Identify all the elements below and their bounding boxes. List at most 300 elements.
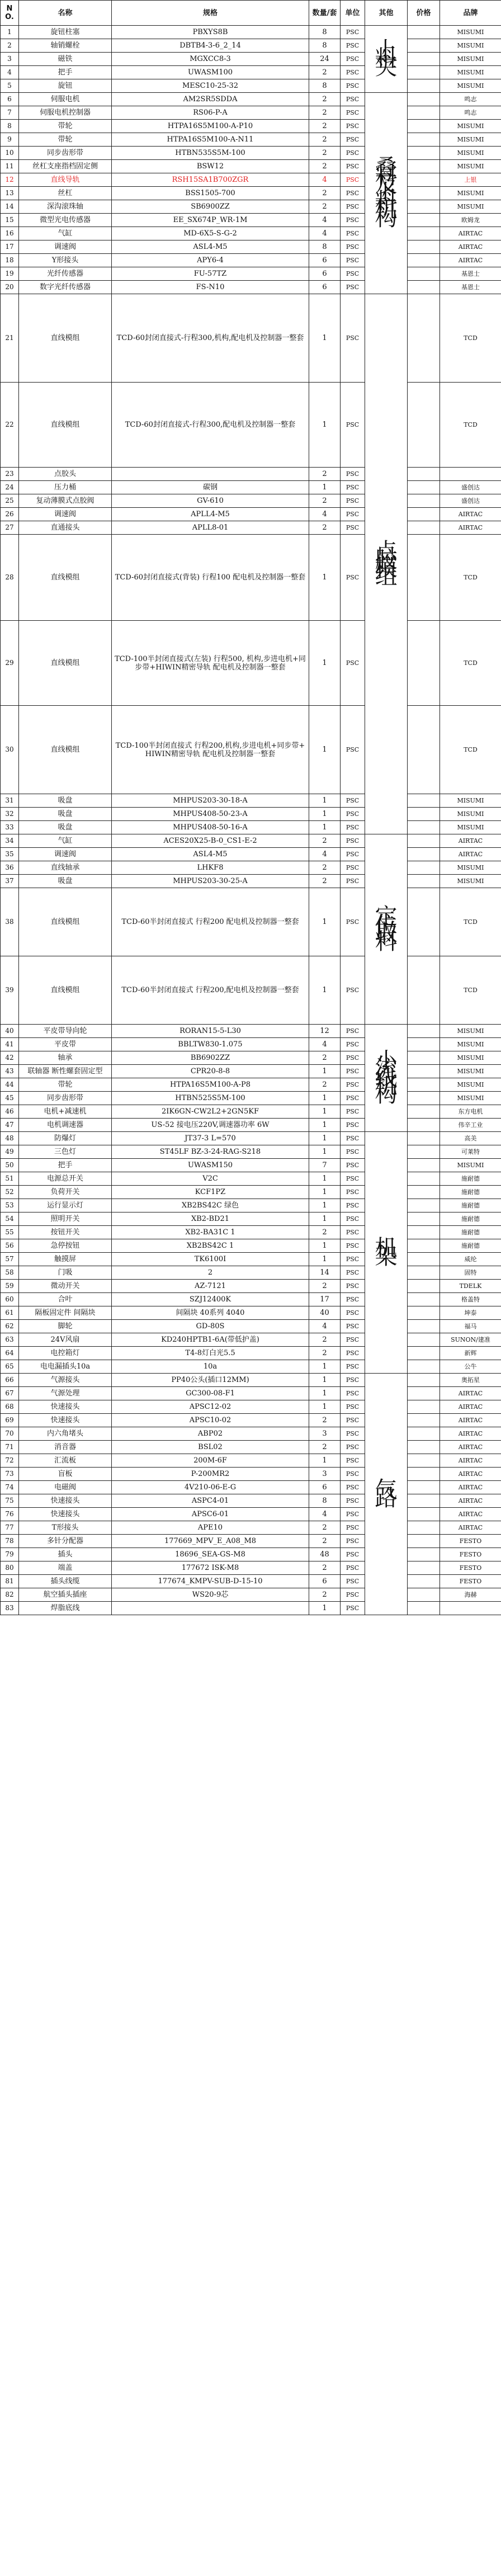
cell-brand: MISUMI — [440, 1092, 501, 1105]
cell-unit: PSC — [341, 254, 365, 267]
cell-unit: PSC — [341, 214, 365, 227]
cell-qty: 2 — [309, 1561, 341, 1575]
cell-qty: 2 — [309, 120, 341, 133]
cell-qty: 6 — [309, 1481, 341, 1494]
cell-spec: XB2BS42C 1 — [112, 1239, 309, 1253]
cell-qty: 1 — [309, 888, 341, 956]
cell-qty: 2 — [309, 160, 341, 173]
cell-unit: PSC — [341, 1374, 365, 1387]
cell-no: 21 — [1, 294, 19, 383]
table-row — [1, 1374, 501, 1387]
cell-unit: PSC — [341, 1427, 365, 1441]
cell-spec: BSW12 — [112, 160, 309, 173]
cell-qty: 1 — [309, 1374, 341, 1387]
cell-spec: APLL4-M5 — [112, 508, 309, 521]
cell-brand: 施耐德 — [440, 1199, 501, 1212]
cell-price — [408, 1588, 440, 1602]
cell-qty: 1 — [309, 1145, 341, 1159]
cell-brand: 格盖特 — [440, 1293, 501, 1306]
cell-brand: AIRTAC — [440, 1387, 501, 1400]
cell-spec: 200M-6F — [112, 1454, 309, 1468]
cell-spec: BSL02 — [112, 1441, 309, 1454]
cell-no: 31 — [1, 794, 19, 808]
table-row — [1, 240, 501, 254]
cell-name: 触摸屏 — [19, 1253, 112, 1266]
table-row — [1, 227, 501, 240]
cell-unit: PSC — [341, 848, 365, 861]
cell-price — [408, 1105, 440, 1119]
cell-no: 48 — [1, 1132, 19, 1145]
cell-qty: 6 — [309, 1575, 341, 1588]
table-row — [1, 294, 501, 383]
cell-unit: PSC — [341, 1051, 365, 1065]
cell-brand: 鸣志 — [440, 106, 501, 120]
cell-no: 82 — [1, 1588, 19, 1602]
cell-unit: PSC — [341, 120, 365, 133]
cell-brand: 公牛 — [440, 1360, 501, 1374]
cell-name: 伺服电机 — [19, 93, 112, 106]
cell-no: 1 — [1, 26, 19, 39]
table-row — [1, 1427, 501, 1441]
cell-no: 42 — [1, 1051, 19, 1065]
table-row — [1, 1602, 501, 1615]
cell-no: 7 — [1, 106, 19, 120]
cell-spec: 2IK6GN-CW2L2+2GN5KF — [112, 1105, 309, 1119]
cell-unit: PSC — [341, 1561, 365, 1575]
cell-qty: 2 — [309, 1226, 341, 1239]
cell-brand: AIRTAC — [440, 521, 501, 535]
cell-no: 43 — [1, 1065, 19, 1078]
cell-price — [408, 66, 440, 79]
cell-brand — [440, 1602, 501, 1615]
cell-unit: PSC — [341, 494, 365, 508]
cell-name: 光纤传感器 — [19, 267, 112, 281]
cell-no: 55 — [1, 1226, 19, 1239]
cell-price — [408, 1508, 440, 1521]
table-row — [1, 1159, 501, 1172]
table-row — [1, 1253, 501, 1266]
cell-qty: 1 — [309, 1119, 341, 1132]
cell-qty: 7 — [309, 1159, 341, 1172]
cell-spec: 177672 ISK-M8 — [112, 1561, 309, 1575]
cell-spec: P-200MR2 — [112, 1468, 309, 1481]
cell-brand: AIRTAC — [440, 1454, 501, 1468]
table-row — [1, 79, 501, 93]
cell-spec: TCD-100半封闭直接式 行程200,机构,步进电机+同步带+HIWIN精密导轨 配电机及控制器一整套 — [112, 706, 309, 794]
table-row — [1, 1387, 501, 1400]
table-row — [1, 53, 501, 66]
table-row — [1, 1481, 501, 1494]
cell-price — [408, 1333, 440, 1347]
cell-brand: 海赫 — [440, 1588, 501, 1602]
cell-no: 68 — [1, 1400, 19, 1414]
cell-price — [408, 1266, 440, 1280]
table-row — [1, 1360, 501, 1374]
cell-name: 负荷开关 — [19, 1186, 112, 1199]
cell-name: 消音器 — [19, 1441, 112, 1454]
cell-name: 调速阀 — [19, 508, 112, 521]
cell-unit: PSC — [341, 1025, 365, 1038]
cell-brand: MISUMI — [440, 861, 501, 875]
table-row — [1, 1145, 501, 1159]
cell-brand: MISUMI — [440, 1051, 501, 1065]
cell-qty: 2 — [309, 187, 341, 200]
cell-name: 磁铁 — [19, 53, 112, 66]
cell-unit: PSC — [341, 267, 365, 281]
cell-price — [408, 254, 440, 267]
cell-brand: FESTO — [440, 1575, 501, 1588]
cell-brand: AIRTAC — [440, 848, 501, 861]
cell-brand: 盛创达 — [440, 494, 501, 508]
cell-no: 50 — [1, 1159, 19, 1172]
cell-spec: RORAN15-5-L30 — [112, 1025, 309, 1038]
cell-name: 运行显示灯 — [19, 1199, 112, 1212]
cell-no: 17 — [1, 240, 19, 254]
cell-no: 25 — [1, 494, 19, 508]
cell-name: 轴承 — [19, 1051, 112, 1065]
cell-qty: 4 — [309, 1320, 341, 1333]
cell-name: 压力桶 — [19, 481, 112, 494]
cell-spec: ST45LF BZ-3-24-RAG-S218 — [112, 1145, 309, 1159]
cell-unit: PSC — [341, 521, 365, 535]
cell-unit: PSC — [341, 1253, 365, 1266]
cell-name: 复动薄膜式点胶阀 — [19, 494, 112, 508]
cell-unit: PSC — [341, 888, 365, 956]
cell-spec: T4-8灯白光5.5 — [112, 1347, 309, 1360]
cell-name: 伺服电机控制器 — [19, 106, 112, 120]
cell-name: 插头 — [19, 1548, 112, 1561]
cell-spec: TCD-100半封闭直接式(左装) 行程500, 机构,步进电机+同步带+HIWIN精密导轨 配电机及控制器一整套 — [112, 621, 309, 706]
category-cell: 上料夹 — [365, 26, 408, 93]
cell-no: 28 — [1, 535, 19, 621]
cell-qty: 6 — [309, 267, 341, 281]
cell-qty: 6 — [309, 254, 341, 267]
cell-price — [408, 1199, 440, 1212]
cell-unit: PSC — [341, 39, 365, 53]
table-row — [1, 39, 501, 53]
cell-unit: PSC — [341, 106, 365, 120]
cell-brand: AIRTAC — [440, 1400, 501, 1414]
cell-brand: 基恩士 — [440, 281, 501, 294]
cell-brand: FESTO — [440, 1548, 501, 1561]
cell-brand: MISUMI — [440, 1078, 501, 1092]
cell-no: 2 — [1, 39, 19, 53]
table-row — [1, 281, 501, 294]
cell-name: 调速阀 — [19, 240, 112, 254]
cell-price — [408, 120, 440, 133]
table-row — [1, 875, 501, 888]
cell-no: 83 — [1, 1602, 19, 1615]
cell-spec: PBXYS8B — [112, 26, 309, 39]
cell-name: 电机+减速机 — [19, 1105, 112, 1119]
table-row — [1, 1320, 501, 1333]
cell-unit: PSC — [341, 1306, 365, 1320]
cell-name: 急停按钮 — [19, 1239, 112, 1253]
cell-price — [408, 808, 440, 821]
table-row — [1, 1105, 501, 1119]
cell-price — [408, 1387, 440, 1400]
cell-price — [408, 1602, 440, 1615]
cell-no: 75 — [1, 1494, 19, 1508]
cell-no: 8 — [1, 120, 19, 133]
cell-name: 按钮开关 — [19, 1226, 112, 1239]
cell-no: 9 — [1, 133, 19, 147]
cell-brand: 坤泰 — [440, 1306, 501, 1320]
cell-no: 41 — [1, 1038, 19, 1051]
cell-price — [408, 794, 440, 808]
cell-spec: APE10 — [112, 1521, 309, 1535]
cell-brand: MISUMI — [440, 1159, 501, 1172]
cell-no: 67 — [1, 1387, 19, 1400]
cell-name: 深沟滚珠轴 — [19, 200, 112, 214]
table-row — [1, 1132, 501, 1145]
cell-name: 快速接头 — [19, 1414, 112, 1427]
cell-spec: GD-80S — [112, 1320, 309, 1333]
cell-price — [408, 1414, 440, 1427]
cell-brand: 盛创达 — [440, 481, 501, 494]
cell-brand: MISUMI — [440, 187, 501, 200]
cell-spec: MGXCC8-3 — [112, 53, 309, 66]
cell-brand: MISUMI — [440, 53, 501, 66]
cell-spec: FS-N10 — [112, 281, 309, 294]
header-other: 其他 — [365, 1, 408, 26]
cell-spec: GV-610 — [112, 494, 309, 508]
table-row — [1, 383, 501, 468]
table-row — [1, 888, 501, 956]
table-row — [1, 254, 501, 267]
cell-qty: 1 — [309, 1199, 341, 1212]
cell-name: 同步齿形带 — [19, 147, 112, 160]
cell-no: 49 — [1, 1145, 19, 1159]
cell-name: 电电漏插头10a — [19, 1360, 112, 1374]
cell-spec: MHPUS203-30-18-A — [112, 794, 309, 808]
cell-qty: 1 — [309, 1454, 341, 1468]
cell-price — [408, 133, 440, 147]
cell-name: 直线模组 — [19, 621, 112, 706]
cell-spec: KCF1PZ — [112, 1186, 309, 1199]
cell-brand: 新辉 — [440, 1347, 501, 1360]
cell-brand: 施耐德 — [440, 1186, 501, 1199]
cell-price — [408, 200, 440, 214]
cell-qty: 1 — [309, 1172, 341, 1186]
cell-price — [408, 861, 440, 875]
cell-qty: 1 — [309, 621, 341, 706]
table-row — [1, 1172, 501, 1186]
cell-brand: 高美 — [440, 1132, 501, 1145]
cell-qty: 2 — [309, 1521, 341, 1535]
cell-price — [408, 1561, 440, 1575]
cell-qty: 8 — [309, 39, 341, 53]
cell-no: 78 — [1, 1535, 19, 1548]
table-row — [1, 481, 501, 494]
table-row — [1, 1239, 501, 1253]
cell-qty: 4 — [309, 227, 341, 240]
table-row — [1, 26, 501, 39]
cell-spec: TCD-60封闭直接式(背装) 行程100 配电机及控制器一整套 — [112, 535, 309, 621]
cell-brand: MISUMI — [440, 120, 501, 133]
cell-unit: PSC — [341, 1454, 365, 1468]
cell-no: 77 — [1, 1521, 19, 1535]
cell-qty: 1 — [309, 1253, 341, 1266]
table-row — [1, 1588, 501, 1602]
table-row — [1, 1414, 501, 1427]
cell-brand — [440, 468, 501, 481]
cell-price — [408, 1320, 440, 1333]
cell-unit: PSC — [341, 1508, 365, 1521]
cell-name: 把手 — [19, 66, 112, 79]
cell-qty: 1 — [309, 1132, 341, 1145]
cell-name: 防爆灯 — [19, 1132, 112, 1145]
cell-price — [408, 267, 440, 281]
cell-no: 40 — [1, 1025, 19, 1038]
cell-no: 63 — [1, 1333, 19, 1347]
cell-name: 气缸 — [19, 227, 112, 240]
cell-price — [408, 147, 440, 160]
cell-unit: PSC — [341, 706, 365, 794]
cell-no: 66 — [1, 1374, 19, 1387]
cell-brand: 施耐德 — [440, 1172, 501, 1186]
table-row — [1, 133, 501, 147]
cell-spec — [112, 468, 309, 481]
cell-qty: 4 — [309, 1038, 341, 1051]
cell-price — [408, 106, 440, 120]
table-row — [1, 821, 501, 834]
table-row — [1, 621, 501, 706]
table-row — [1, 1038, 501, 1051]
cell-name: 焊脂底线 — [19, 1602, 112, 1615]
cell-no: 54 — [1, 1212, 19, 1226]
cell-qty: 1 — [309, 481, 341, 494]
cell-price — [408, 1212, 440, 1226]
cell-no: 59 — [1, 1280, 19, 1293]
cell-spec: HTBN535S5M-100 — [112, 147, 309, 160]
cell-price — [408, 535, 440, 621]
header-spec: 规格 — [112, 1, 309, 26]
cell-price — [408, 173, 440, 187]
cell-spec: HTPA16S5M100-A-P8 — [112, 1078, 309, 1092]
cell-qty: 4 — [309, 508, 341, 521]
table-row — [1, 1535, 501, 1548]
table-row — [1, 794, 501, 808]
cell-name: 直线导轨 — [19, 173, 112, 187]
cell-name: 把手 — [19, 1159, 112, 1172]
table-row — [1, 468, 501, 481]
cell-unit: PSC — [341, 1172, 365, 1186]
cell-spec: UWASM100 — [112, 66, 309, 79]
cell-unit: PSC — [341, 1105, 365, 1119]
table-row — [1, 1400, 501, 1414]
cell-no: 16 — [1, 227, 19, 240]
cell-no: 33 — [1, 821, 19, 834]
table-row — [1, 1575, 501, 1588]
cell-spec: 2 — [112, 1266, 309, 1280]
cell-price — [408, 214, 440, 227]
cell-no: 80 — [1, 1561, 19, 1575]
cell-brand: MISUMI — [440, 794, 501, 808]
cell-price — [408, 848, 440, 861]
cell-no: 37 — [1, 875, 19, 888]
table-row — [1, 173, 501, 187]
cell-unit: PSC — [341, 1347, 365, 1360]
cell-price — [408, 1347, 440, 1360]
cell-unit: PSC — [341, 1468, 365, 1481]
cell-spec: APSC6-01 — [112, 1508, 309, 1521]
cell-no: 27 — [1, 521, 19, 535]
cell-no: 62 — [1, 1320, 19, 1333]
cell-unit: PSC — [341, 1038, 365, 1051]
table-row — [1, 956, 501, 1025]
category-cell: 点胶模组 — [365, 294, 408, 834]
cell-unit: PSC — [341, 227, 365, 240]
cell-name: 内六角堵头 — [19, 1427, 112, 1441]
cell-qty: 48 — [309, 1548, 341, 1561]
cell-name: 调速阀 — [19, 848, 112, 861]
cell-name: 快速接头 — [19, 1494, 112, 1508]
cell-brand: MISUMI — [440, 39, 501, 53]
cell-brand: AIRTAC — [440, 1481, 501, 1494]
cell-spec: GC300-08-F1 — [112, 1387, 309, 1400]
cell-qty: 1 — [309, 1360, 341, 1374]
cell-spec: APSC12-02 — [112, 1400, 309, 1414]
cell-name: 气源接头 — [19, 1374, 112, 1387]
cell-name: 直线模组 — [19, 294, 112, 383]
cell-qty: 2 — [309, 1051, 341, 1065]
cell-qty: 2 — [309, 494, 341, 508]
cell-name: 吸盘 — [19, 794, 112, 808]
cell-name: 旋钮 — [19, 79, 112, 93]
cell-name: 轴销螺栓 — [19, 39, 112, 53]
cell-price — [408, 1159, 440, 1172]
cell-no: 56 — [1, 1239, 19, 1253]
category-cell: 小流线机构 — [365, 1025, 408, 1132]
cell-qty: 2 — [309, 147, 341, 160]
cell-name: T形接头 — [19, 1521, 112, 1535]
cell-brand: MISUMI — [440, 79, 501, 93]
cell-spec: SB6900ZZ — [112, 200, 309, 214]
cell-unit: PSC — [341, 1199, 365, 1212]
cell-price — [408, 888, 440, 956]
table-row — [1, 1521, 501, 1535]
cell-spec: ABP02 — [112, 1427, 309, 1441]
cell-no: 36 — [1, 861, 19, 875]
cell-qty: 4 — [309, 1508, 341, 1521]
cell-spec: PP40公头(插口12MM) — [112, 1374, 309, 1387]
table-row — [1, 160, 501, 173]
table-row — [1, 187, 501, 200]
cell-price — [408, 1145, 440, 1159]
cell-price — [408, 481, 440, 494]
cell-spec: XB2BS42C 绿色 — [112, 1199, 309, 1212]
cell-no: 72 — [1, 1454, 19, 1468]
cell-qty: 2 — [309, 1333, 341, 1347]
cell-no: 3 — [1, 53, 19, 66]
cell-price — [408, 1065, 440, 1078]
cell-qty: 3 — [309, 1427, 341, 1441]
cell-spec: TCD-60半封闭直接式 行程200 配电机及控制器一整套 — [112, 888, 309, 956]
cell-no: 15 — [1, 214, 19, 227]
table-row — [1, 1468, 501, 1481]
cell-spec: 177669_MPV_E_A08_M8 — [112, 1535, 309, 1548]
table-row — [1, 508, 501, 521]
cell-price — [408, 1360, 440, 1374]
cell-unit: PSC — [341, 861, 365, 875]
cell-qty: 8 — [309, 1494, 341, 1508]
cell-spec — [112, 1602, 309, 1615]
cell-no: 44 — [1, 1078, 19, 1092]
cell-price — [408, 1548, 440, 1561]
cell-qty: 1 — [309, 956, 341, 1025]
cell-brand: 基恩士 — [440, 267, 501, 281]
